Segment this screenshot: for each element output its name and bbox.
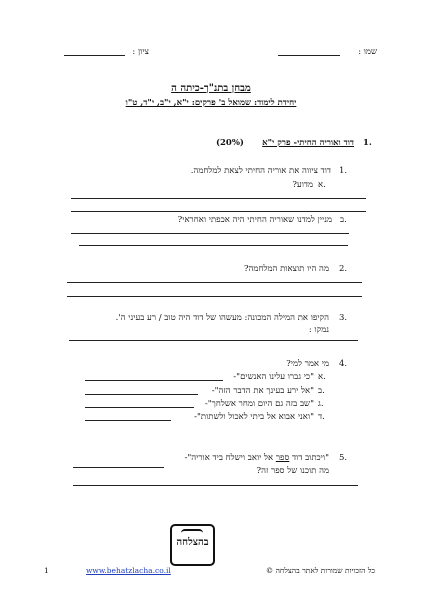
footer-website-link[interactable]: www.behatzlacha.co.il [86,566,171,575]
q3-reason-label: נמקו : [308,325,329,335]
q2-number: 2. [339,264,348,274]
q4-item-c-answer-line[interactable] [85,407,194,408]
q4-number: 4. [339,359,348,369]
page-number: 1 [44,566,49,575]
q2-text: מה היו תוצאות המלחמה? [243,264,329,274]
q1-text: דוד ציווה את אוריה החיתי לצאת למלחמה. [190,166,331,176]
q4-item-d-text: "ואני אבוא אל ביתי לאכול ולשתות"- [194,412,314,422]
q4-item-d-label: ד. [318,412,325,422]
grade-label: ציון : [132,47,149,57]
q1b-answer-line-2[interactable] [79,245,348,246]
q5-quote-underlined: ספר [275,453,290,463]
q4-item-b-answer-line[interactable] [85,394,198,395]
q4-item-b-label: ב. [318,386,325,396]
q4-item-a-text: "כי גברו עלינו האנשים"- [233,372,314,382]
q5-quote [184,453,329,464]
footer-copyright: כל הזכויות שמורות לאתר בהצלחה © [265,566,375,575]
page-subtitle: יחידת לימוד: שמואל ב' פרקים: י"א, י"ב, י"ד, ט"ו [125,98,297,108]
q4-item-a-answer-line[interactable] [85,380,223,381]
section-number: 1. [363,138,372,148]
section-points: (20%) [216,138,244,148]
grade-field-line[interactable] [64,55,125,56]
q1a-text: מדוע? [292,180,313,190]
logo-text: בהצלחה [176,537,209,548]
q2-answer-line-1[interactable] [67,282,362,283]
q4-item-b-text: "אל ירע בעינך את הדבר הזה"- [211,386,314,396]
behatzlacha-logo [170,524,215,566]
q5-quote-before: "ויכתוב דוד [289,453,329,463]
q1a-label: א. [318,180,326,190]
q1-number: 1. [339,166,348,176]
q1b-text: מניין למדנו שאוריה החיתי היה אכפתי ואחראי? [177,215,332,225]
q1a-answer-line-2[interactable] [71,211,366,212]
q4-text: מי אמר למי? [286,359,329,369]
q4-item-c-label: ג. [318,399,324,409]
logo-accent-icon [181,529,203,535]
name-label: שמו : [358,47,377,57]
q2-answer-line-2[interactable] [67,296,362,297]
q5-quote-after: אל יואב וישלח ביד אוריה"- [184,453,276,463]
name-field-line[interactable] [278,55,340,56]
q5-number: 5. [339,453,348,463]
q5-question: מה תוכנו של ספר זה? [256,466,329,476]
q3-number: 3. [339,313,348,323]
q1b-answer-line-1[interactable] [71,233,349,234]
q4-item-d-answer-line[interactable] [85,420,171,421]
q3-text: הקיפו את המילה המכונה: מעשהו של דוד היה טוב / רע בעיני ה'. [115,313,329,323]
q4-item-a-label: א. [318,372,326,382]
q3-answer-line[interactable] [69,340,358,341]
q5-answer-line-2[interactable] [73,485,358,486]
q4-item-c-text: "שב בזה גם היום ומחר אשלחך"- [204,399,314,409]
q1b-label: ב. [340,215,347,225]
page-title: מבחן בתנ"ך-כיתה ה [171,83,251,94]
q1a-answer-line-1[interactable] [71,198,366,199]
q5-answer-line-1[interactable] [73,467,164,468]
section-heading: דוד ואוריה החיתי- פרק י"א [262,138,354,148]
